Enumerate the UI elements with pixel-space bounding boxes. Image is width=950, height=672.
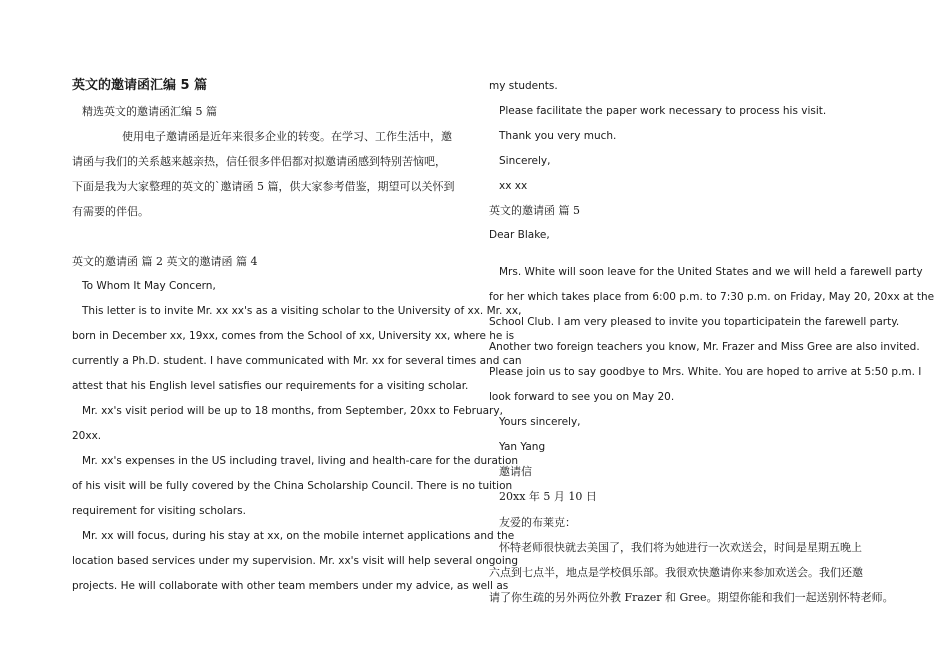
- left-text-line: born in December xx, 19xx, comes from the School of xx, University xx, where he is: [72, 330, 515, 342]
- left-text-line: 有需要的伴侣。: [72, 205, 149, 218]
- left-text-line: Mr. xx will focus, during his stay at xx, on the mobile internet applications and the: [82, 530, 515, 542]
- right-text-line: Please facilitate the paper work necessary to process his visit.: [499, 105, 827, 117]
- right-text-line: Sincerely,: [499, 155, 551, 167]
- right-text-line: School Club. I am very pleased to invite you toparticipatein the farewell party.: [489, 316, 900, 328]
- left-text-line: Mr. xx's expenses in the US including travel, living and health-care for the duration: [82, 455, 519, 467]
- right-text-line: 六点到七点半，地点是学校俱乐部。我很欢快邀请你来参加欢送会。我们还邀: [489, 566, 863, 579]
- left-text-line: To Whom It May Concern,: [82, 280, 216, 292]
- right-text-line: 友爱的布莱克：: [499, 516, 576, 529]
- left-text-line: 请函与我们的关系越来越亲热，信任很多伴侣都对拟邀请函感到特别苦恼吧，: [72, 155, 446, 168]
- left-text-line: 精选英文的邀请函汇编 5 篇: [82, 105, 217, 118]
- left-text-line: attest that his English level satisfies our requirements for a visiting scholar.: [72, 380, 469, 392]
- left-text-line: projects. He will collaborate with other team members under my advice, as well as: [72, 580, 509, 592]
- left-text-line: 使用电子邀请函是近年来很多企业的转变。在学习、工作生活中，邀: [122, 130, 452, 143]
- right-text-line: look forward to see you on May 20.: [489, 391, 675, 403]
- right-text-line: Yan Yang: [499, 441, 546, 453]
- right-text-line: 怀特老师很快就去美国了，我们将为她进行一次欢送会，时间是星期五晚上: [499, 541, 862, 554]
- right-text-line: my students.: [489, 80, 558, 92]
- left-text-line: currently a Ph.D. student. I have communicated with Mr. xx for several times and can: [72, 355, 522, 367]
- right-text-line: 20xx 年 5 月 10 日: [499, 490, 597, 503]
- right-text-line: Dear Blake,: [489, 229, 550, 241]
- right-text-line: Yours sincerely,: [499, 416, 581, 428]
- right-text-line: Mrs. White will soon leave for the United States and we will held a farewell party: [499, 266, 923, 278]
- right-text-line: for her which takes place from 6:00 p.m. to 7:30 p.m. on Friday, May 20, 20xx at the: [489, 291, 935, 303]
- left-text-line: 20xx.: [72, 430, 102, 442]
- left-text-line: 英文的邀请函 篇 2 英文的邀请函 篇 4: [72, 255, 258, 268]
- document-title: 英文的邀请函汇编 5 篇: [72, 78, 208, 93]
- left-text-line: location based services under my supervision. Mr. xx's visit will help several ongoing: [72, 555, 519, 567]
- right-text-line: 请了你生疏的另外两位外教 Frazer 和 Gree。期望你能和我们一起送别怀特老师。: [489, 591, 894, 604]
- right-text-line: Thank you very much.: [499, 130, 617, 142]
- right-text-line: Another two foreign teachers you know, Mr. Frazer and Miss Gree are also invited.: [489, 341, 920, 353]
- left-text-line: of his visit will be fully covered by the China Scholarship Council. There is no tuition: [72, 480, 513, 492]
- left-text-line: This letter is to invite Mr. xx xx's as a visiting scholar to the University of xx. Mr. xx,: [82, 305, 522, 317]
- left-text-line: 下面是我为大家整理的英文的`邀请函 5 篇，供大家参考借鉴，期望可以关怀到: [72, 180, 455, 193]
- right-text-line: xx xx: [499, 180, 528, 192]
- right-text-line: Please join us to say goodbye to Mrs. White. You are hoped to arrive at 5:50 p.m. I: [489, 366, 922, 378]
- left-text-line: Mr. xx's visit period will be up to 18 months, from September, 20xx to February,: [82, 405, 503, 417]
- right-text-line: 英文的邀请函 篇 5: [489, 204, 580, 217]
- right-text-line: 邀请信: [499, 465, 532, 478]
- left-text-line: requirement for visiting scholars.: [72, 505, 246, 517]
